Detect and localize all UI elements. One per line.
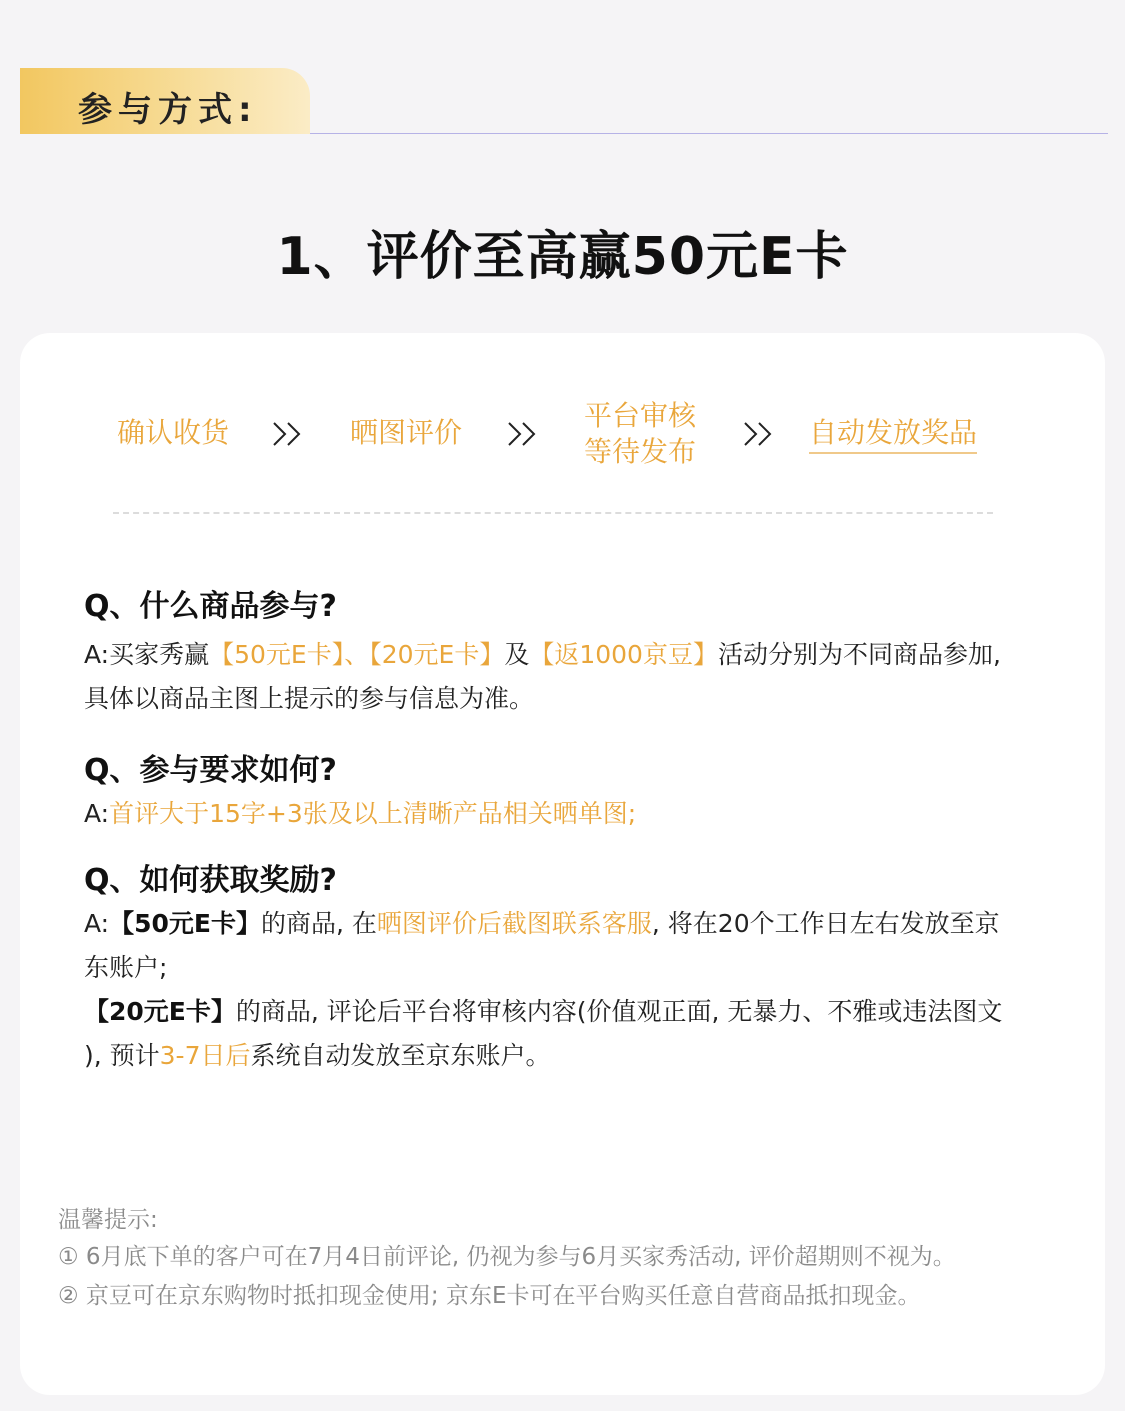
bold-20-ecard: 【20元E卡】 — [84, 997, 236, 1026]
step-platform-review — [584, 398, 696, 470]
answer-text: 的商品, 在 — [260, 909, 377, 938]
tip-item-2: ② 京豆可在京东购物时抵扣现金使用; 京东E卡可在平台购买任意自营商品抵扣现金。 — [58, 1283, 921, 1309]
answer-text: 、 — [344, 640, 370, 669]
highlight-contact-service: 晒图评价后截图联系客服 — [376, 909, 652, 938]
step-auto-reward: 自动发放奖品 — [809, 415, 977, 454]
highlight-days: 3-7日后 — [159, 1041, 251, 1070]
step-platform-review-line1: 平台审核 — [584, 399, 697, 432]
answer-text: 活动分别为不同商品参加, — [717, 640, 1001, 669]
dashed-divider — [113, 512, 993, 514]
faq-question-1: Q、什么商品参与? — [84, 589, 337, 624]
chevron-double-right-icon — [507, 421, 539, 447]
answer-text: 的商品, 评论后平台将审核内容(价值观正面, 无暴力、不雅或违法图文 — [235, 997, 1003, 1026]
faq-answer-3 — [84, 902, 1074, 1078]
answer-text: ), 预计 — [84, 1041, 160, 1070]
highlight-requirement: 首评大于15字+3张及以上清晰产品相关晒单图; — [109, 799, 637, 828]
faq-question-2: Q、参与要求如何? — [84, 753, 337, 788]
highlight-20-ecard: 【20元E卡】 — [369, 640, 505, 669]
tips-title: 温馨提示: — [58, 1207, 158, 1233]
section-tab — [20, 68, 310, 134]
chevron-double-right-icon — [272, 421, 304, 447]
highlight-50-ecard: 【50元E卡】 — [209, 640, 345, 669]
step-photo-review: 晒图评价 — [350, 416, 463, 449]
answer-text: , 将在20个工作日左右发放至京 — [651, 909, 1000, 938]
answer-text: 东账户; — [84, 953, 168, 982]
section-label: 参与方式: — [78, 90, 258, 130]
content-card — [20, 333, 1105, 1395]
bold-50-ecard: 【50元E卡】 — [109, 909, 261, 938]
answer-text: A:买家秀赢 — [84, 640, 210, 669]
faq-answer-1 — [84, 633, 1074, 721]
tip-item-1: ① 6月底下单的客户可在7月4日前评论, 仍视为参与6月买家秀活动, 评价超期则不视为。 — [58, 1244, 956, 1270]
highlight-1000-beans: 【返1000京豆】 — [529, 640, 718, 669]
answer-text: 及 — [504, 640, 530, 669]
answer-text: 具体以商品主图上提示的参与信息为准。 — [84, 684, 535, 713]
chevron-double-right-icon — [743, 421, 775, 447]
answer-text: 系统自动发放至京东账户。 — [250, 1041, 551, 1070]
page-title: 1、评价至高赢50元E卡 — [276, 227, 849, 287]
section-divider — [310, 133, 1108, 134]
answer-text: A: — [84, 909, 110, 938]
answer-text: A: — [84, 799, 110, 828]
faq-answer-2 — [84, 792, 1074, 836]
step-platform-review-line2: 等待发布 — [584, 435, 697, 468]
step-confirm-receipt: 确认收货 — [117, 416, 230, 449]
faq-question-3: Q、如何获取奖励? — [84, 863, 337, 898]
